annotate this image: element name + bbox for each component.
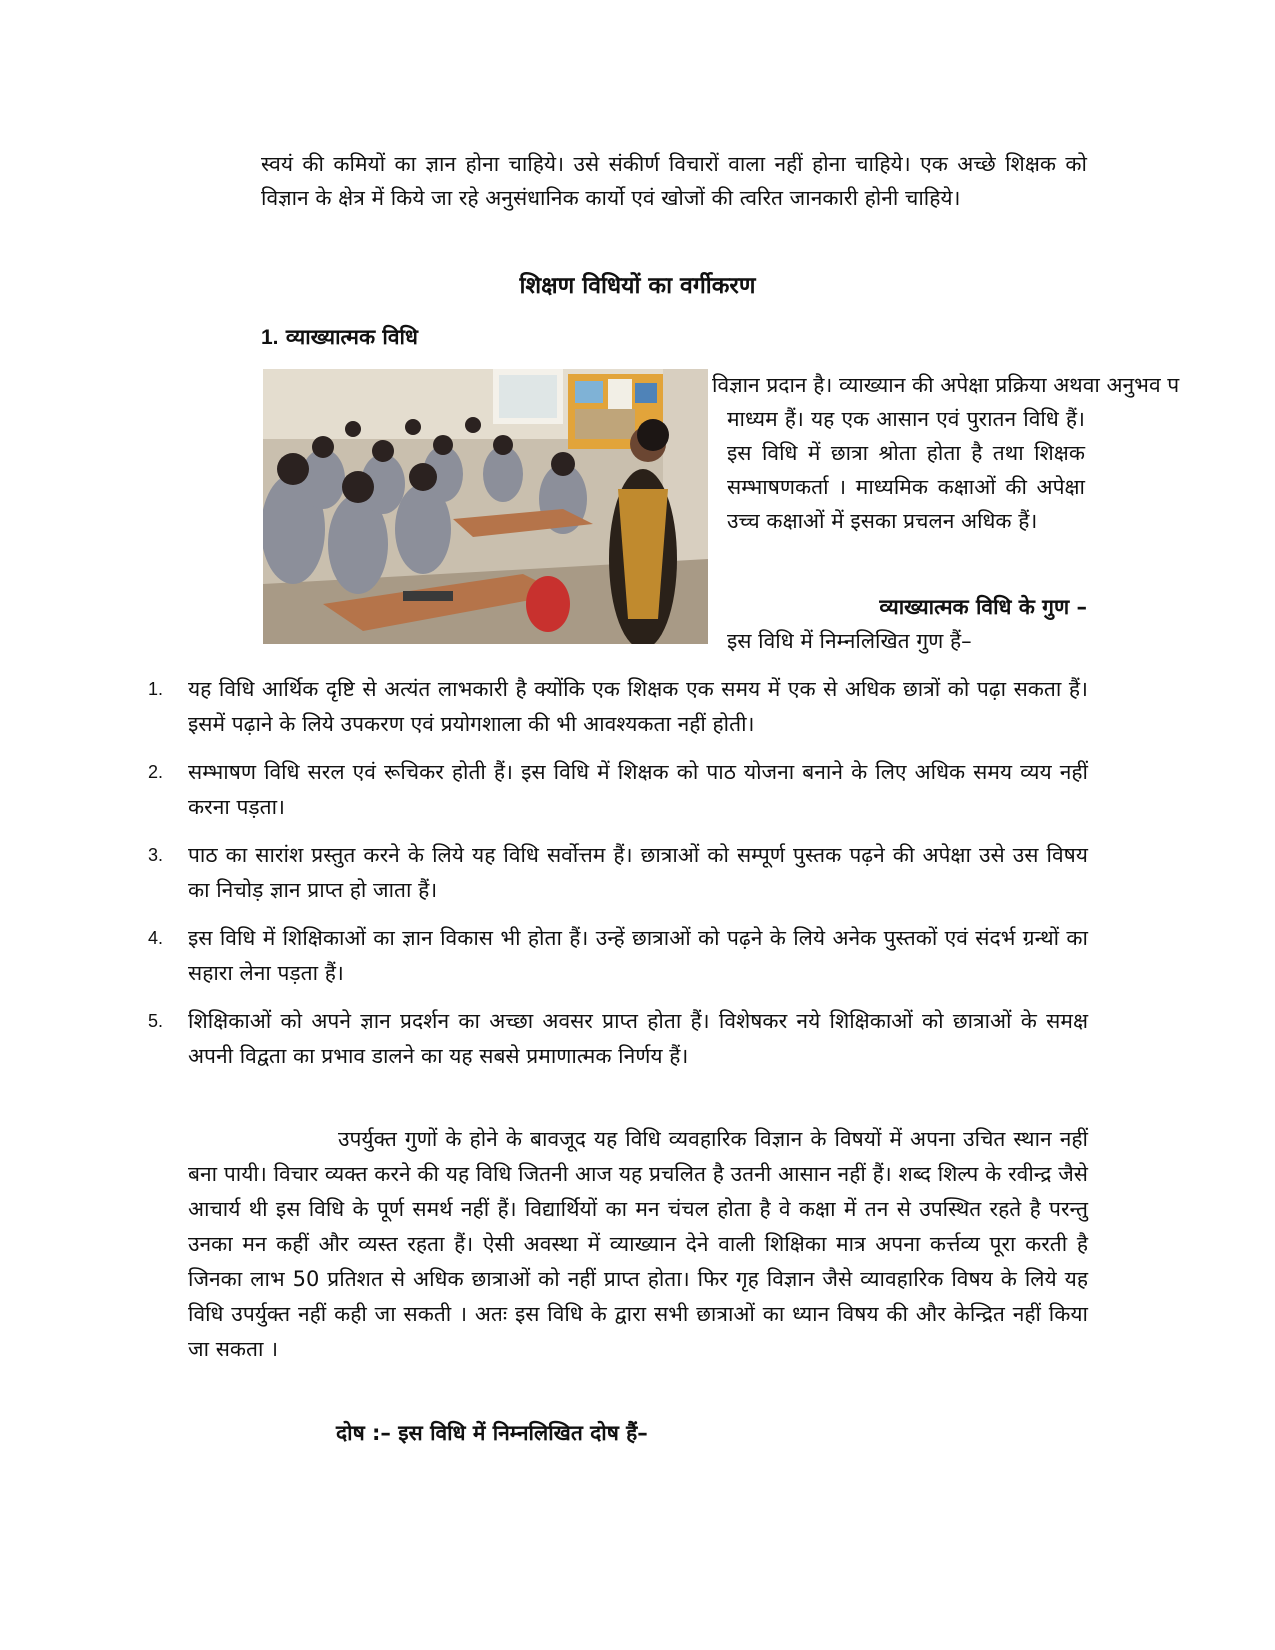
section-heading: शिक्षण विधियों का वर्गीकरण	[519, 273, 756, 299]
merits-intro: इस विधि में निम्नलिखित गुण हैं–	[727, 629, 972, 653]
list-item	[148, 1004, 1088, 1074]
closing-paragraph: उपर्युक्त गुणों के होने के बावजूद यह विधि व्यवहारिक विज्ञान के विषयों में अपना उचित स्थान नहीं बना पायी। विचार व्यक्त करने की यह विधि जितनी आज यह प्रचलित है उतनी आसान नहीं हैं। शब्द शिल्प के रवीन्द्र जैसे आचार्य थी इस विधि के पूर्ण समर्थ नहीं हैं। विद्यार्थियों का मन चंचल होता है वे कक्षा में तन से उपस्थित रहते है परन्तु उनका मन कहीं और व्यस्त रहता हैं। ऐसी अवस्था में व्याख्यान देने वाली शिक्षिका मात्र अपना कर्त्तव्य पूरा करती है जिनका लाभ 50 प्रतिशत से अधिक छात्राओं को नहीं प्राप्त होता। फिर गृह विज्ञान जैसे व्यावहारिक विषय के लिये यह विधि उपर्युक्त नहीं कही जा सकती । अतः इस विधि के द्वारा सभी छात्राओं का ध्यान विषय की और केन्द्रित नहीं किया जा सकता ।	[188, 1127, 1088, 1361]
intro-paragraph: स्वयं की कमियों का ज्ञान होना चाहिये। उसे संकीर्ण विचारों वाला नहीं होना चाहिये। एक अच्छे शिक्षक को विज्ञान के क्षेत्र में किये जा रहे अनुसंधानिक कार्यो एवं खोजों की त्वरित जानकारी होनी चाहिये।	[261, 152, 1087, 210]
classroom-photo	[263, 369, 708, 644]
list-item-number: 2.	[148, 762, 164, 782]
list-item-text: इस विधि में शिक्षिकाओं का ज्ञान विकास भी होता हैं। उन्हें छात्राओं को पढ़ने के लिये अनेक पुस्तकों एवं संदर्भ ग्रन्थों का सहारा लेना पड़ता हैं।	[188, 926, 1088, 985]
list-item-text: यह विधि आर्थिक दृष्टि से अत्यंत लाभकारी है क्योंकि एक शिक्षक एक समय में एक से अधिक छात्रों को पढ़ा सकता हैं। इसमें पढ़ाने के लिये उपकरण एवं प्रयोगशाला की भी आवश्यकता नहीं होती।	[188, 677, 1088, 736]
subsection-number: 1.	[261, 326, 279, 349]
list-item-number: 5.	[148, 1011, 164, 1031]
list-item	[148, 921, 1088, 991]
subsection-heading	[261, 319, 418, 356]
side-text-first-line: विज्ञान प्रदान है। व्याख्यान की अपेक्षा प्रक्रिया अथवा अनुभव प	[712, 373, 1180, 397]
merits-list	[148, 672, 1088, 1087]
list-item	[148, 672, 1088, 742]
list-item	[148, 755, 1088, 825]
list-item-number: 4.	[148, 928, 164, 948]
merits-heading: व्याख्यात्मक विधि के गुण –	[879, 595, 1087, 619]
list-item-text: शिक्षिकाओं को अपने ज्ञान प्रदर्शन का अच्छा अवसर प्राप्त होता हैं। विशेषकर नये शिक्षिकाओं को छात्राओं के समक्ष अपनी विद्वता का प्रभाव डालने का यह सबसे प्रमाणात्मक निर्णय हैं।	[188, 1009, 1088, 1068]
list-item-number: 3.	[148, 845, 164, 865]
list-item-text: सम्भाषण विधि सरल एवं रूचिकर होती हैं। इस विधि में शिक्षक को पाठ योजना बनाने के लिए अधिक समय व्यय नहीं करना पड़ता।	[188, 760, 1088, 819]
side-text-body: माध्यम हैं। यह एक आसान एवं पुरातन विधि हैं। इस विधि में छात्रा श्रोता होता है तथा शिक्षक सम्भाषणकर्ता । माध्यमिक कक्षाओं की अपेक्षा उच्च कक्षाओं में इसका प्रचलन अधिक हैं।	[727, 407, 1085, 533]
list-item	[148, 838, 1088, 908]
list-item-text: पाठ का सारांश प्रस्तुत करने के लिये यह विधि सर्वोत्तम हैं। छात्राओं को सम्पूर्ण पुस्तक पढ़ने की अपेक्षा उसे उस विषय का निचोड़ ज्ञान प्राप्त हो जाता हैं।	[188, 843, 1088, 902]
merits-block	[727, 590, 1087, 658]
demerits-heading: दोष :– इस विधि में निम्नलिखित दोष हैं–	[336, 1421, 648, 1445]
list-item-number: 1.	[148, 679, 164, 699]
subsection-title: व्याख्यात्मक विधि	[285, 325, 418, 349]
